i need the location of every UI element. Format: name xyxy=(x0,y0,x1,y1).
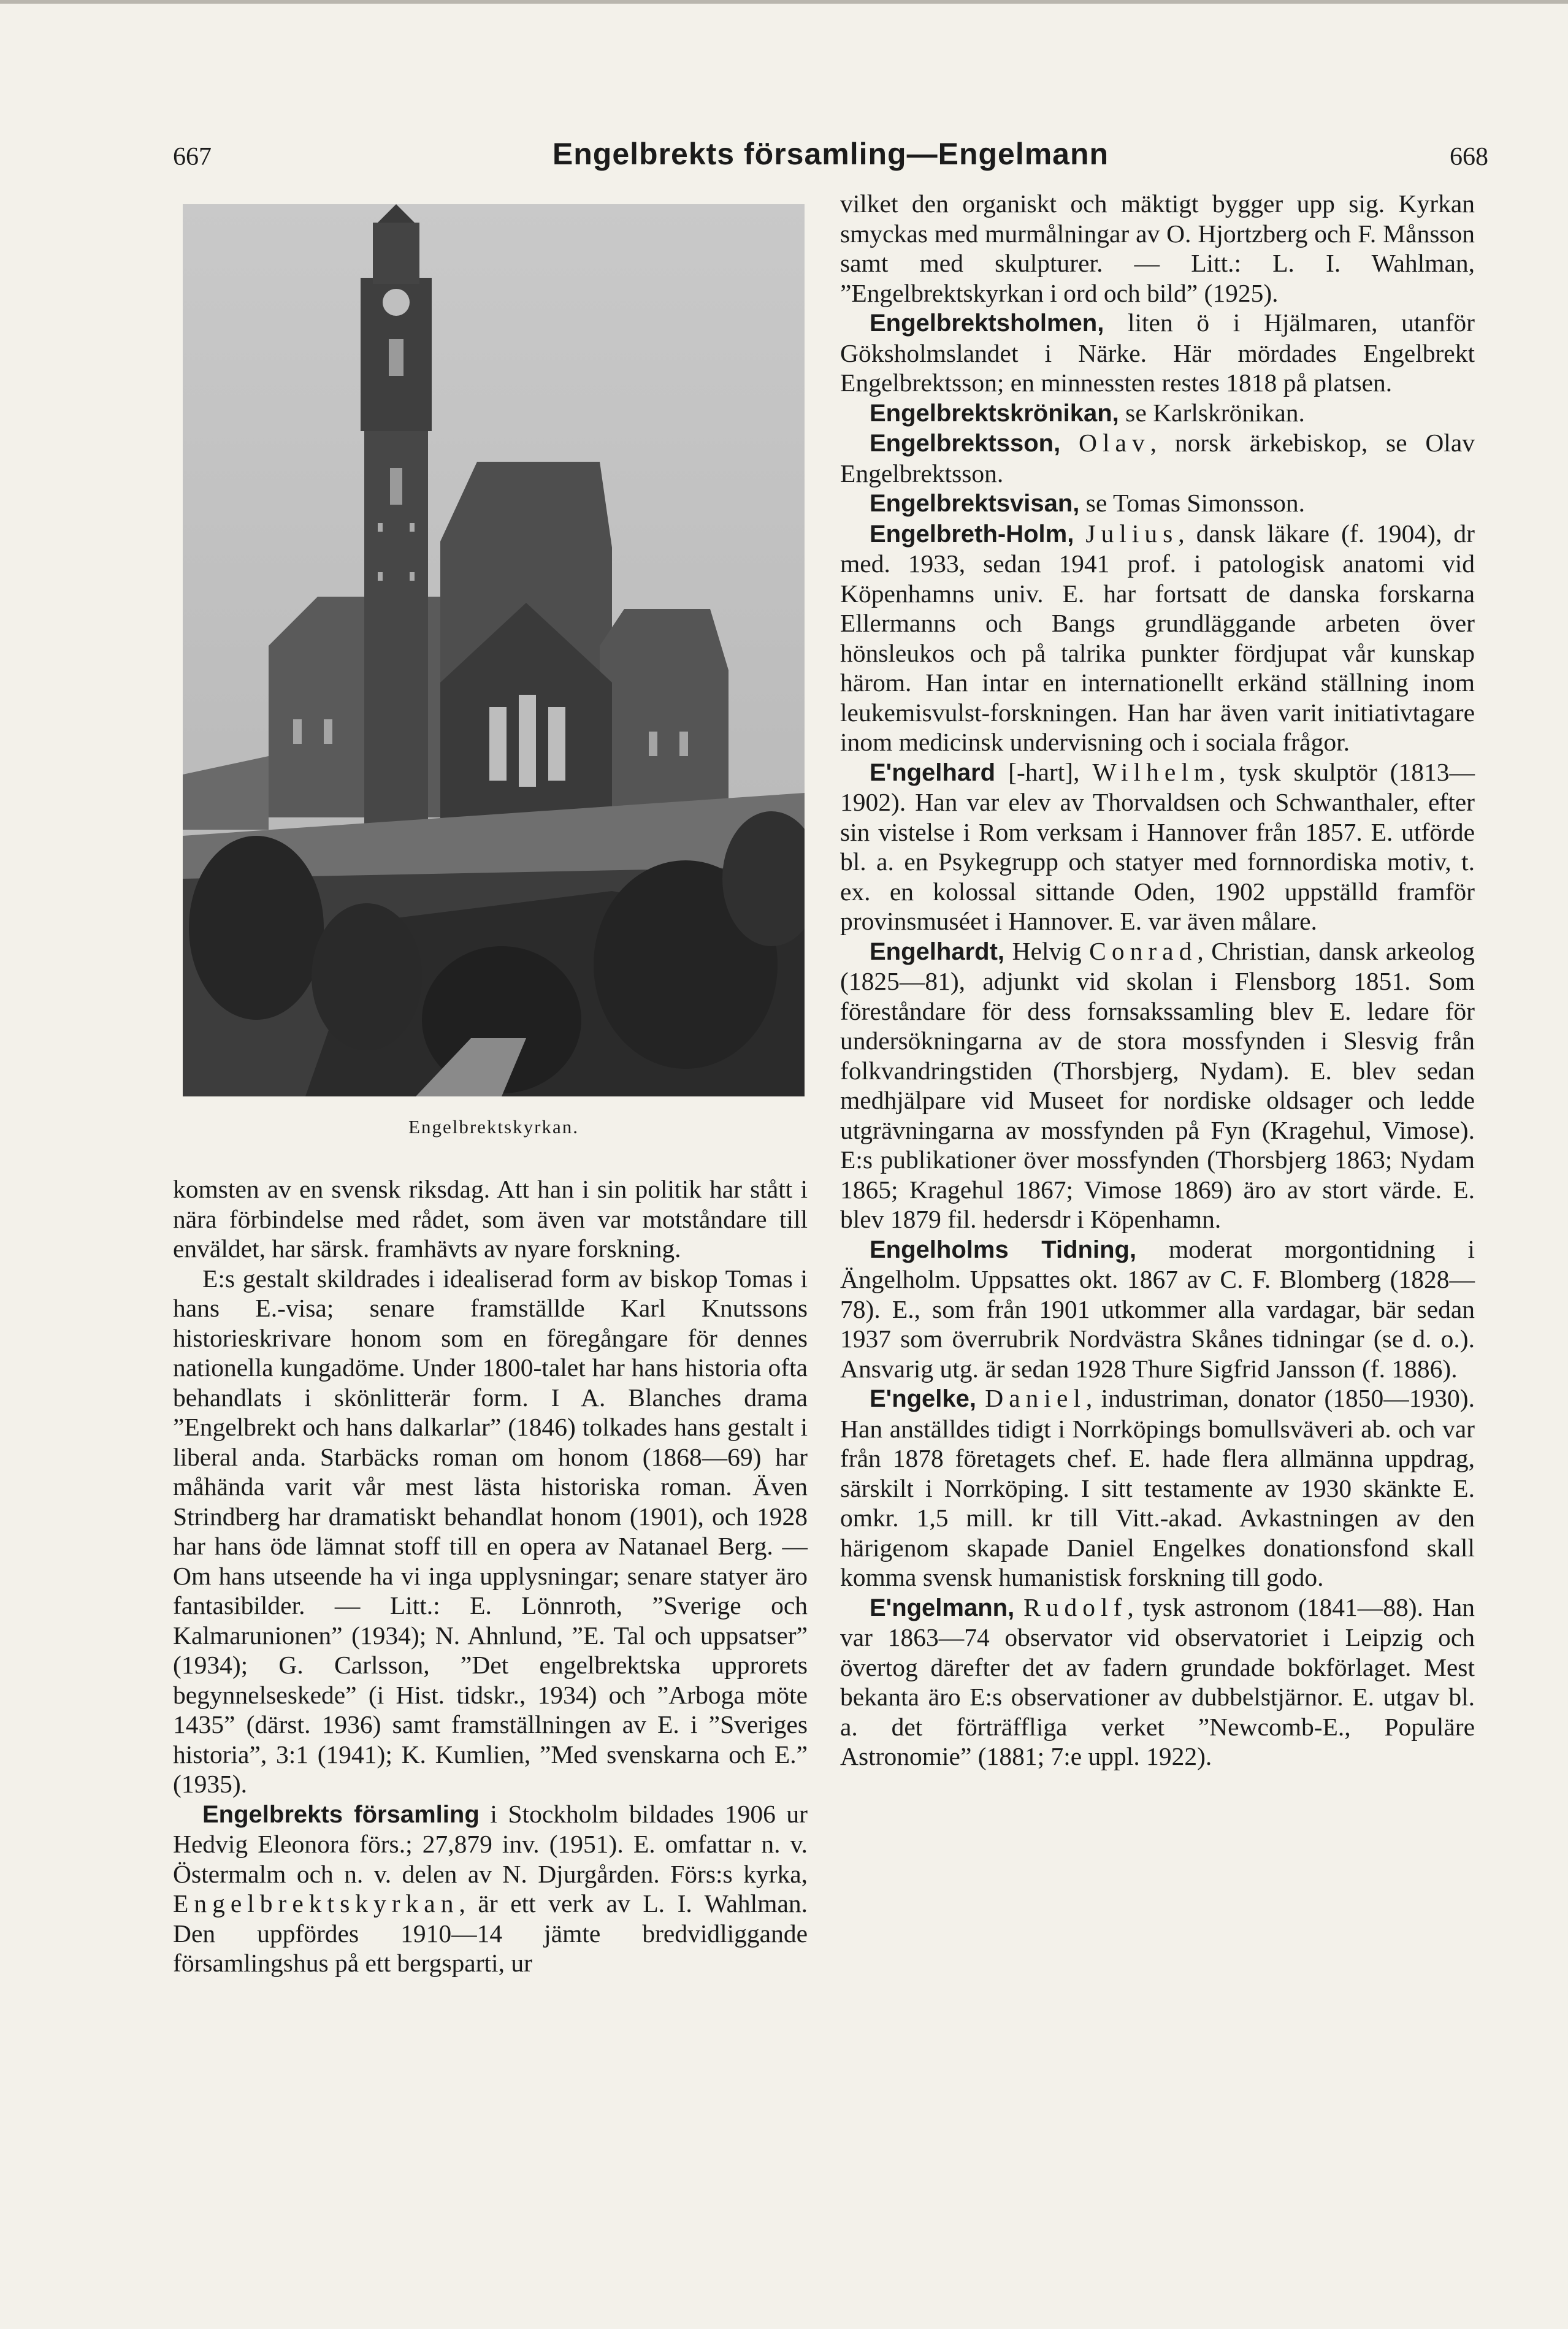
spaced-term: Olav xyxy=(1078,429,1150,457)
entry-text: , industriman, donator (1850—1930). Han anställdes tidigt i Norrköpings bomullsväveri ab. och var från 1878 företagets chef. E. hade flera allmänna uppdrag, särskilt i Norrköping. I sitt testamente av 1930 skänkte E. omkr. 1,5 mill. kr till Vitt.-akad. Avkastningen av den härigenom skapade Daniel Engelkes donationsfond skall komma svensk humanistisk forskning till godo. xyxy=(840,1384,1475,1591)
paragraph: komsten av en svensk riksdag. Att han i sin politik har stått i nära förbindelse med rådet, som även var motståndare till enväldet, har särsk. framhävts av nyare forskning. xyxy=(173,1175,808,1263)
entry-headword: Engelbrektsvisan, xyxy=(870,490,1080,517)
entry-text: se Tomas Simonsson. xyxy=(1079,489,1305,517)
entry-engelbrektskronikan xyxy=(840,398,1475,429)
entry-engelke xyxy=(840,1383,1475,1593)
entry-text: , dansk läkare (f. 1904), dr med. 1933, sedan 1941 prof. i patologisk anatomi vid Köpenhamns univ. E. har fortsatt de danska forskarna Ellermanns och Bangs grundläggande arbeten över hönsleukos och på talrika punkter fördjupat vår kunskap härom. Han intar en internationellt erkänd ställning inom leukemisvulst-forskningen. Han har även varit initiativtagare inom medicinsk undervisning och i sociala frågor. xyxy=(840,519,1475,756)
entry-engelhard xyxy=(840,757,1475,936)
spaced-term: Conrad xyxy=(1089,936,1198,965)
figure-caption: Engelbrektskyrkan. xyxy=(408,1116,579,1138)
entry-text: , tysk skulptör (1813—1902). Han var elev av Thorvaldsen och Schwanthaler, efter sin vistelse i Rom verksam i Hannover från 1857. E. utförde bl. a. en Psykegrupp och statyer med fornnordiska motiv, t. ex. en kolossal sittande Oden, 1902 uppställd framför provinsmuséet i Hannover. E. var även målare. xyxy=(840,757,1475,935)
entry-text: , Christian, dansk arkeolog (1825—81), adjunkt vid skolan i Flensborg 1851. Som föreståndare för dess fornsakssamling blev E. ledare för undersökningarna av de stora mossfynden i Slesvig från folkvandringstiden (Thorsbjerg, Nydam). E. blev sedan medhjälpare vid Museet for nordiske oldsager och ledde utgrävningarna av mossfynden på Fyn (Kragehul, Vimose). E:s publikationer över mossfynden (Thorsbjerg 1863; Nydam 1865; Kragehul 1867; Vimose 1869) äro av stort värde. E. blev 1879 fil. hedersdr i Köpenhamn. xyxy=(840,936,1475,1233)
paragraph: vilket den organiskt och mäktigt bygger upp sig. Kyrkan smyckas med murmålningar av O. Hjortzberg och F. Månsson samt med skulpturer. — Litt.: L. I. Wahlman, ”Engelbrektskyrkan i ord och bild” (1925). xyxy=(840,189,1475,307)
page-number-right: 668 xyxy=(1450,143,1488,171)
entry-headword: Engelhardt, xyxy=(870,938,1005,965)
entry-headword: Engelbreth-Holm, xyxy=(870,520,1074,548)
entry-engelholms-tidning xyxy=(840,1234,1475,1384)
spaced-term: Daniel xyxy=(985,1384,1086,1412)
entry-headword: Engelbrekts församling xyxy=(202,1800,480,1828)
entry-engelbrektsholmen xyxy=(840,308,1475,398)
entry-text: Helvig xyxy=(1004,936,1090,965)
entry-engelbrekts-forsamling xyxy=(173,1799,808,1978)
spaced-term: Rudolf xyxy=(1023,1593,1128,1621)
entry-text: moderat morgontidning i Ängelholm. Uppsattes okt. 1867 av C. F. Blomberg (1828—78). E., som från 1901 utkommer alla vardagar, bär sedan 1937 som överrubrik Nordvästra Skånes tidningar (se d. o.). Ansvarig utg. är sedan 1928 Thure Sigfrid Jansson (f. 1886). xyxy=(840,1234,1475,1383)
spaced-term: Wilhelm xyxy=(1092,757,1220,786)
left-column xyxy=(173,1174,808,1978)
paragraph: E:s gestalt skildrades i idealiserad form av biskop Tomas i hans E.-visa; senare framställde Karl Knutssons historieskrivare honom som en föregångare för dennes nationella kungadöme. Under 1800-talet har hans historia ofta behandlats i skönlitterär form. I A. Blanches drama ”Engelbrekt och hans dalkarlar” (1846) tolkades hans gestalt i liberal anda. Starbäcks roman om honom (1868—69) har måhända varit vår mest lästa historiska roman. Även Strindberg har dramatiskt behandlat honom (1901), och 1928 har hans öde lämnat stoff till en opera av Natanael Berg. — Om hans utseende ha vi inga upplysningar; senare statyer äro fantasibilder. — Litt.: E. Lönnroth, ”Sverige och Kalmarunionen” (1934); N. Ahnlund, ”E. Tal och uppsatser” (1934); G. Carlsson, ”Det engelbrektska upprorets begynnelseskede” (i Hist. tidskr., 1934) och ”Arboga möte 1435” (därst. 1936) samt framställningen av E. i ”Sveriges historia”, 3:1 (1941); K. Kumlien, ”Med svenskarna och E.” (1935). xyxy=(173,1264,808,1798)
entry-headword: E'ngelke, xyxy=(870,1385,977,1412)
entry-engelhardt xyxy=(840,936,1475,1234)
entry-text: , tysk astronom (1841—88). Han var 1863—74 observator vid observatoriet i Leipzig och övertog därefter det av fadern grundade bokförlaget. Mest bekanta äro E:s observationer av dubbelstjärnor. E. utgav bl. a. det förträffliga verket ”Newcomb-E., Populäre Astronomie” (1881; 7:e uppl. 1922). xyxy=(840,1593,1475,1770)
entry-text: se Karlskrönikan. xyxy=(1119,398,1305,427)
entry-engelmann xyxy=(840,1593,1475,1772)
entry-text: , norsk ärkebiskop, se Olav Engelbrektsson. xyxy=(840,429,1475,488)
right-column xyxy=(840,189,1475,1772)
spaced-term: Julius xyxy=(1085,519,1179,548)
entry-headword: Engelbrektsholmen, xyxy=(870,310,1104,337)
page-header xyxy=(173,136,1488,179)
entry-headword: E'ngelhard xyxy=(870,759,996,786)
entry-engelbrektsvisan xyxy=(840,488,1475,519)
spaced-term: Engelbrektskyrkan xyxy=(173,1889,459,1918)
entry-engelbreth-holm xyxy=(840,519,1475,757)
entry-headword: Engelbrektskrönikan, xyxy=(870,399,1119,427)
page-number-left: 667 xyxy=(173,143,212,171)
entry-text: i Stockholm bildades 1906 ur Hedvig Eleonora förs.; 27,879 inv. (1951). E. omfattar n. v. Östermalm och n. v. delen av N. Djurgården. Förs:s kyrka, xyxy=(173,1799,808,1888)
church-photograph xyxy=(183,204,805,1096)
entry-headword: E'ngelmann, xyxy=(870,1594,1015,1621)
entry-headword: Engelholms Tidning, xyxy=(870,1236,1137,1263)
entry-text: [-hart], xyxy=(995,757,1093,786)
entry-text: liten ö i Hjälmaren, utanför Göksholmslandet i Närke. Här mördades Engelbrekt Engelbrektsson; en minnessten restes 1818 på platsen. xyxy=(840,308,1475,397)
entry-engelbrektsson xyxy=(840,428,1475,488)
running-title: Engelbrekts församling—Engelmann xyxy=(552,137,1109,171)
entry-headword: Engelbrektsson, xyxy=(870,430,1061,457)
entry-text: , är ett verk av L. I. Wahlman. Den uppfördes 1910—14 jämte bredvidliggande församlingshus på ett bergsparti, ur xyxy=(173,1889,808,1977)
